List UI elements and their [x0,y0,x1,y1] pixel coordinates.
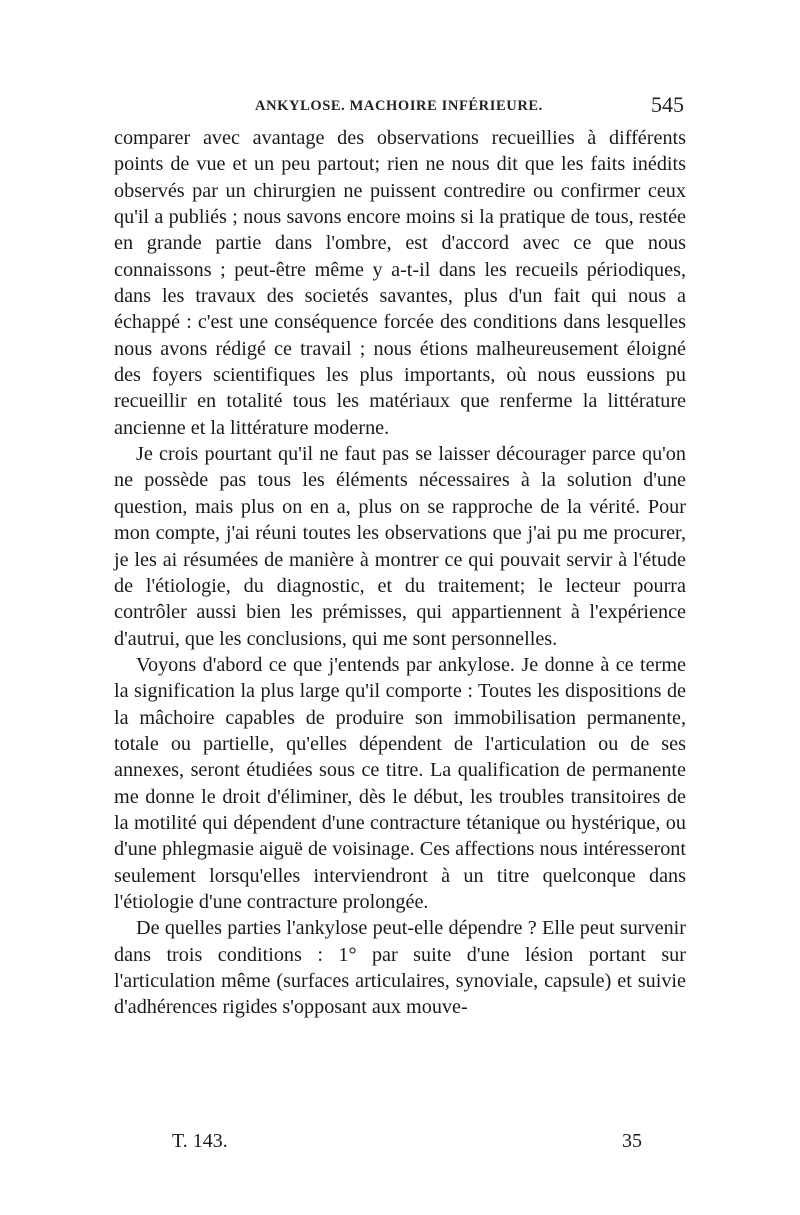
body-text [114,125,686,1021]
running-head [112,92,684,120]
printer-signature: T. 143. [172,1130,228,1152]
paragraph-1: comparer avec avantage des observations recueillies à différents points de vue et un peu partout; rien ne nous dit que les faits inédits observés par un chirurgien ne puissent contredire ou confirmer ceux qu'il a publiés ; nous savons encore moins si la pratique de tous, restée en grande partie dans l'ombre, est d'accord avec ce que nous connaissons ; peut-être même y a-t-il dans les recueils périodiques, dans les travaux des societés savantes, plus d'un fait qui nous a échappé : c'est une conséquence forcée des conditions dans lesquelles nous avons rédigé ce travail ; nous étions malheureusement éloigné des foyers scientifiques les plus importants, où nous eussions pu recueillir en totalité tous les matériaux que renferme la littérature ancienne et la littérature moderne. [114,127,686,439]
paragraph-3: Voyons d'abord ce que j'entends par ankylose. Je donne à ce terme la signification la plus large qu'il comporte : Toutes les dispositions de la mâchoire capables de produire son immobilisation permanente, totale ou partielle, qu'elles dépendent de l'articulation ou de ses annexes, seront étudiées sous ce titre. La qualification de permanente me donne le droit d'éliminer, dès le début, les troubles transitoires de la motilité qui dépendent d'une contracture tétanique ou hystérique, ou d'une phlegmasie aiguë de voisinage. Ces affections nous intéresseront seulement lorsqu'elles interviendront à un titre quelconque dans l'étiologie d'une contracture prolongée. [114,653,686,913]
paragraph-4: De quelles parties l'ankylose peut-elle dépendre ? Elle peut survenir dans trois conditions : 1° par suite d'une lésion portant sur l'articulation même (surfaces articulaires, synoviale, capsule) et suivie d'adhérences rigides s'opposant aux mouve- [114,917,686,1019]
sheet-number: 35 [622,1130,642,1152]
page-footer [112,1130,642,1156]
running-title: ANKYLOSE. MACHOIRE INFÉRIEURE. [255,98,543,114]
paragraph-2: Je crois pourtant qu'il ne faut pas se laisser décourager parce qu'on ne possède pas tous les éléments nécessaires à la solution d'une question, mais plus on en a, plus on se rapproche de la vérité. Pour mon compte, j'ai réuni toutes les observations que j'ai pu me procurer, je les ai résumées de manière à montrer ce qui pouvait servir à l'étude de l'étiologie, du diagnostic, et du traitement; le lecteur pourra contrôler aussi bien les prémisses, qui appartiennent à l'expérience d'autrui, que les conclusions, qui me sont personnelles. [114,443,686,650]
page-number: 545 [651,92,684,117]
